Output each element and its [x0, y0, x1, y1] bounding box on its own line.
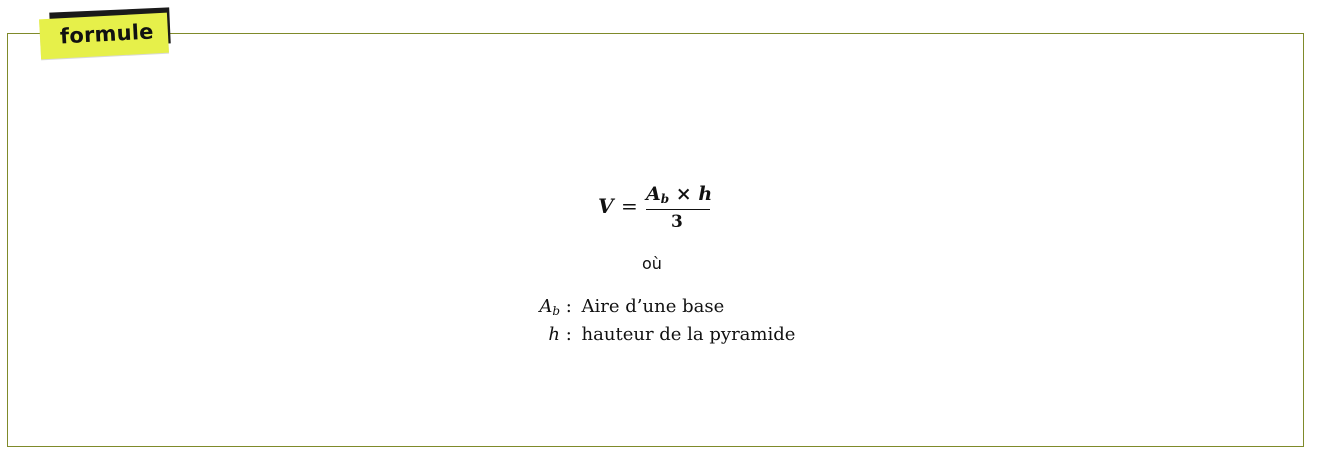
numerator-h: h: [698, 183, 713, 205]
symbol-subscript: b: [552, 304, 560, 318]
definition-symbol: [522, 296, 560, 318]
numerator-subscript: b: [660, 192, 670, 206]
definition-ab: [522, 296, 724, 322]
symbol-base: A: [539, 296, 553, 317]
formula-card: [7, 33, 1304, 447]
tag-label: formule: [59, 19, 155, 49]
connector-text: où: [642, 254, 662, 273]
definition-separator: :: [565, 324, 572, 345]
definition-h: [522, 324, 795, 350]
pyramid-volume-formula: [0, 183, 1318, 233]
numerator-symbol: A: [646, 183, 661, 205]
fraction-bar: [646, 209, 710, 210]
formula-tag: [38, 8, 174, 60]
definition-symbol: [522, 324, 560, 345]
definition-separator: :: [565, 296, 572, 317]
formula-numerator: [646, 183, 712, 206]
formula-denominator: 3: [671, 212, 683, 232]
formula-equals: =: [621, 194, 638, 218]
definition-text: Aire d’une base: [581, 296, 725, 317]
symbol-base: h: [548, 324, 560, 345]
times-sign: ×: [675, 183, 692, 205]
formula-lhs: V: [598, 194, 614, 218]
definition-text: hauteur de la pyramide: [581, 324, 796, 345]
